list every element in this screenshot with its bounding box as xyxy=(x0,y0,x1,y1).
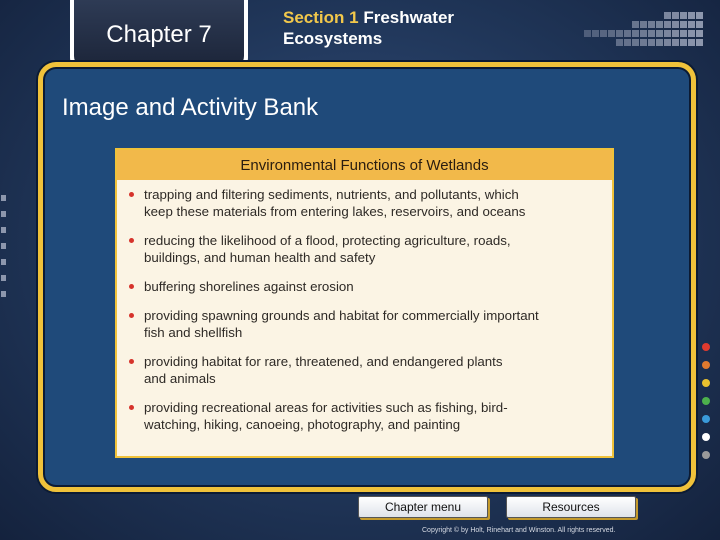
edge-dash xyxy=(1,275,6,281)
decorative-square xyxy=(664,12,671,19)
bullet-icon xyxy=(129,405,134,410)
decorative-square xyxy=(688,12,695,19)
decorative-square xyxy=(672,12,679,19)
decorative-square xyxy=(696,39,703,46)
list-item xyxy=(128,232,602,266)
chapter-menu-button[interactable]: Chapter menu xyxy=(358,496,488,518)
decorative-square xyxy=(672,30,679,37)
list-item xyxy=(128,399,602,433)
decorative-square xyxy=(672,39,679,46)
page-title: Image and Activity Bank xyxy=(62,94,319,121)
bullet-icon xyxy=(129,238,134,243)
side-dot xyxy=(702,343,710,351)
decorative-square xyxy=(624,39,631,46)
side-dot xyxy=(702,361,710,369)
copyright-text: Copyright © by Holt, Rinehart and Winston. All rights reserved. xyxy=(422,527,616,534)
decorative-square xyxy=(664,30,671,37)
decorative-square xyxy=(680,30,687,37)
decorative-square xyxy=(640,21,647,28)
bullet-icon xyxy=(129,359,134,364)
decorative-square xyxy=(600,30,607,37)
edge-dash xyxy=(1,291,6,297)
decorative-square xyxy=(688,39,695,46)
decorative-square xyxy=(608,30,615,37)
list-item-text-line2: and animals xyxy=(144,371,216,386)
list-item-text-line2: buildings, and human health and safety xyxy=(144,250,376,265)
side-dot xyxy=(702,379,710,387)
bullet-icon xyxy=(129,284,134,289)
edge-dash xyxy=(1,243,6,249)
decorative-square xyxy=(664,39,671,46)
decorative-square xyxy=(648,21,655,28)
section-name-line1: Freshwater xyxy=(363,8,455,27)
list-item-text-line1: buffering shorelines against erosion xyxy=(144,279,354,294)
decorative-square xyxy=(696,12,703,19)
decorative-square xyxy=(696,21,703,28)
resources-button[interactable]: Resources xyxy=(506,496,636,518)
decorative-square xyxy=(680,21,687,28)
decorative-square xyxy=(648,30,655,37)
side-dot xyxy=(702,415,710,423)
decorative-square xyxy=(696,30,703,37)
section-title xyxy=(283,7,523,49)
section-number: Section 1 xyxy=(283,8,359,27)
decorative-square xyxy=(592,30,599,37)
section-name-line2: Ecosystems xyxy=(283,29,383,48)
list-item-text-line1: trapping and filtering sediments, nutrients, and pollutants, which xyxy=(144,187,519,202)
list-item-text-line1: providing spawning grounds and habitat for commercially important xyxy=(144,308,539,323)
decorative-square xyxy=(688,30,695,37)
decorative-square xyxy=(632,39,639,46)
decorative-square xyxy=(648,39,655,46)
decorative-square xyxy=(672,21,679,28)
decorative-square xyxy=(656,30,663,37)
bullet-icon xyxy=(129,313,134,318)
decorative-square xyxy=(680,39,687,46)
decorative-square xyxy=(616,30,623,37)
list-item-text-line1: providing habitat for rare, threatened, and endangered plants xyxy=(144,354,503,369)
decorative-square xyxy=(632,30,639,37)
side-dot xyxy=(702,433,710,441)
decorative-square xyxy=(680,12,687,19)
edge-dash xyxy=(1,211,6,217)
wetlands-figure xyxy=(115,148,614,458)
list-item xyxy=(128,353,602,387)
edge-dash xyxy=(1,195,6,201)
list-item-text-line2: watching, hiking, canoeing, photography, and painting xyxy=(144,417,461,432)
decorative-square xyxy=(640,30,647,37)
list-item-text-line1: reducing the likelihood of a flood, protecting agriculture, roads, xyxy=(144,233,511,248)
list-item-text-line1: providing recreational areas for activities such as fishing, bird- xyxy=(144,400,508,415)
list-item xyxy=(128,307,602,341)
bullet-icon xyxy=(129,192,134,197)
chapter-label: Chapter 7 xyxy=(106,21,212,48)
list-item-text-line2: fish and shellfish xyxy=(144,325,243,340)
decorative-square xyxy=(664,21,671,28)
decorative-square xyxy=(656,39,663,46)
decorative-square xyxy=(632,21,639,28)
function-list xyxy=(117,180,612,433)
chapter-tab[interactable] xyxy=(74,0,244,70)
edge-dash xyxy=(1,259,6,265)
figure-title: Environmental Functions of Wetlands xyxy=(117,150,612,180)
edge-dash xyxy=(1,227,6,233)
decorative-square xyxy=(640,39,647,46)
list-item xyxy=(128,278,602,295)
decorative-square xyxy=(656,21,663,28)
list-item-text-line2: keep these materials from entering lakes, reservoirs, and oceans xyxy=(144,204,526,219)
decorative-square xyxy=(584,30,591,37)
decorative-square xyxy=(624,30,631,37)
decorative-square xyxy=(616,39,623,46)
side-dot xyxy=(702,397,710,405)
side-dot xyxy=(702,451,710,459)
list-item xyxy=(128,186,602,220)
decorative-square xyxy=(688,21,695,28)
